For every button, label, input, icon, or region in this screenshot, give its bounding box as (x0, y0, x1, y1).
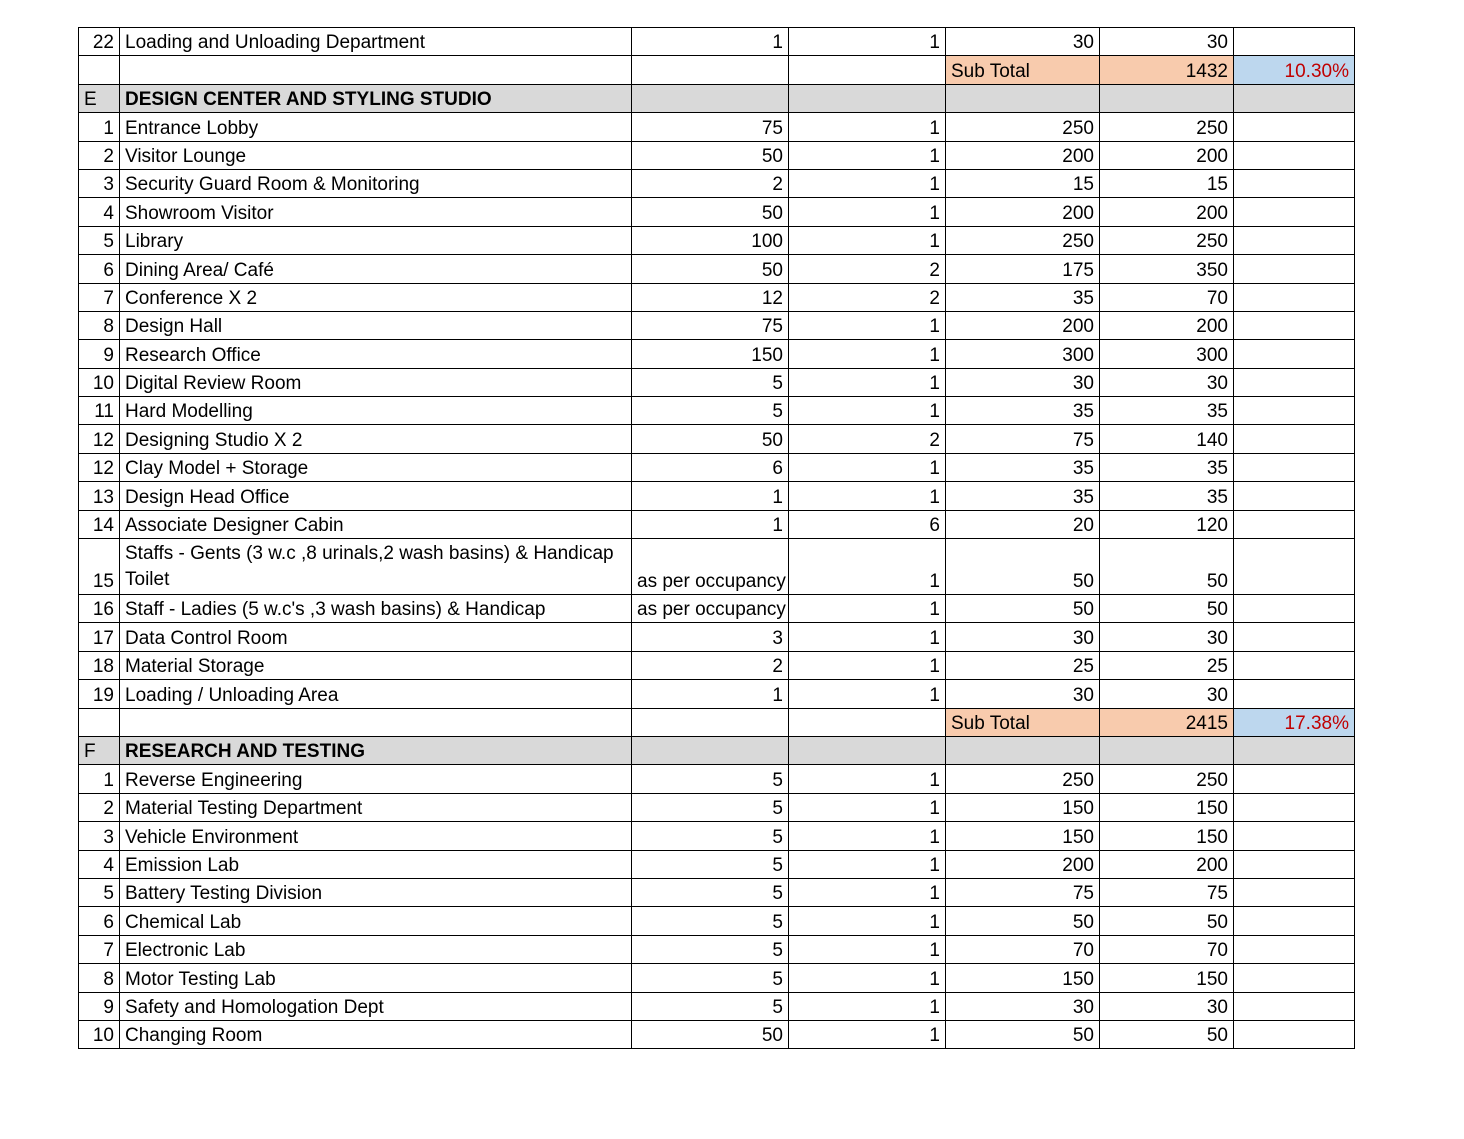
row-number-cell[interactable]: 19 (79, 680, 120, 708)
row-number-cell[interactable]: 5 (79, 878, 120, 906)
occupancy-cell[interactable]: 5 (632, 368, 789, 396)
subtotal-row (79, 56, 1355, 84)
subtotal-row (79, 708, 1355, 736)
occupancy-cell[interactable]: 150 (632, 340, 789, 368)
space-name-cell[interactable]: Visitor Lounge (120, 141, 632, 169)
row-number-cell[interactable]: 16 (79, 595, 120, 623)
empty-cell[interactable] (1234, 283, 1355, 311)
space-name-cell[interactable]: Chemical Lab (120, 907, 632, 935)
unit-area-cell[interactable]: 30 (946, 28, 1100, 56)
row-number-cell[interactable]: 9 (79, 992, 120, 1020)
row-number-cell[interactable]: 13 (79, 482, 120, 510)
unit-area-cell[interactable]: 30 (946, 992, 1100, 1020)
empty-cell[interactable] (632, 736, 789, 764)
space-name-cell[interactable]: Security Guard Room & Monitoring (120, 169, 632, 197)
row-number-cell[interactable]: 6 (79, 255, 120, 283)
empty-cell[interactable] (1234, 453, 1355, 481)
empty-cell[interactable] (1234, 651, 1355, 679)
section-title-cell[interactable]: DESIGN CENTER AND STYLING STUDIO (120, 84, 632, 112)
unit-area-cell[interactable]: 30 (946, 623, 1100, 651)
occupancy-cell[interactable]: 1 (632, 680, 789, 708)
empty-cell[interactable] (1234, 198, 1355, 226)
space-name-cell[interactable]: Showroom Visitor (120, 198, 632, 226)
quantity-cell[interactable]: 1 (789, 793, 946, 821)
empty-cell[interactable] (1234, 992, 1355, 1020)
unit-area-cell[interactable]: 30 (946, 680, 1100, 708)
row-number-cell[interactable]: 22 (79, 28, 120, 56)
space-name-cell[interactable]: Battery Testing Division (120, 878, 632, 906)
row-number-cell[interactable]: 4 (79, 850, 120, 878)
occupancy-cell[interactable]: 50 (632, 141, 789, 169)
unit-area-cell[interactable]: 35 (946, 453, 1100, 481)
total-area-cell[interactable]: 75 (1100, 878, 1234, 906)
row-number-cell[interactable]: 14 (79, 510, 120, 538)
total-area-cell[interactable]: 25 (1100, 651, 1234, 679)
row-number-cell[interactable]: 1 (79, 765, 120, 793)
total-area-cell[interactable]: 35 (1100, 482, 1234, 510)
total-area-cell[interactable]: 35 (1100, 453, 1234, 481)
empty-cell[interactable] (1234, 736, 1355, 764)
table-row (79, 113, 1355, 141)
occupancy-cell[interactable]: 5 (632, 878, 789, 906)
total-area-cell[interactable]: 30 (1100, 623, 1234, 651)
total-area-cell[interactable]: 200 (1100, 311, 1234, 339)
table-row (79, 595, 1355, 623)
area-schedule-table (78, 27, 1355, 1049)
quantity-cell[interactable]: 1 (789, 198, 946, 226)
unit-area-cell[interactable]: 20 (946, 510, 1100, 538)
space-name-cell[interactable]: Research Office (120, 340, 632, 368)
unit-area-cell[interactable]: 25 (946, 651, 1100, 679)
quantity-cell[interactable]: 1 (789, 397, 946, 425)
total-area-cell[interactable]: 150 (1100, 822, 1234, 850)
empty-cell[interactable] (789, 84, 946, 112)
empty-cell[interactable] (1234, 623, 1355, 651)
space-name-cell[interactable]: Entrance Lobby (120, 113, 632, 141)
section-header-row (79, 84, 1355, 112)
occupancy-cell[interactable]: 5 (632, 935, 789, 963)
empty-cell[interactable] (1234, 510, 1355, 538)
unit-area-cell[interactable]: 50 (946, 539, 1100, 595)
unit-area-cell[interactable]: 200 (946, 198, 1100, 226)
space-name-cell[interactable]: Conference X 2 (120, 283, 632, 311)
table-row (79, 623, 1355, 651)
occupancy-cell[interactable]: 75 (632, 113, 789, 141)
quantity-cell[interactable]: 1 (789, 368, 946, 396)
table-row (79, 907, 1355, 935)
empty-cell[interactable] (120, 56, 632, 84)
unit-area-cell[interactable]: 15 (946, 169, 1100, 197)
unit-area-cell[interactable]: 150 (946, 964, 1100, 992)
empty-cell[interactable] (1234, 311, 1355, 339)
total-area-cell[interactable]: 50 (1100, 1020, 1234, 1048)
table-row (79, 510, 1355, 538)
quantity-cell[interactable]: 1 (789, 935, 946, 963)
total-area-cell[interactable]: 30 (1100, 680, 1234, 708)
unit-area-cell[interactable]: 175 (946, 255, 1100, 283)
occupancy-cell[interactable]: 5 (632, 964, 789, 992)
table-row (79, 453, 1355, 481)
unit-area-cell[interactable]: 150 (946, 793, 1100, 821)
total-area-cell[interactable]: 15 (1100, 169, 1234, 197)
row-number-cell[interactable]: 15 (79, 539, 120, 595)
empty-cell[interactable] (1234, 878, 1355, 906)
space-name-cell[interactable]: Associate Designer Cabin (120, 510, 632, 538)
space-name-cell[interactable]: Library (120, 226, 632, 254)
empty-cell[interactable] (789, 736, 946, 764)
empty-cell[interactable] (946, 84, 1100, 112)
total-area-cell[interactable]: 70 (1100, 935, 1234, 963)
table-row (79, 397, 1355, 425)
space-name-cell[interactable]: Material Storage (120, 651, 632, 679)
unit-area-cell[interactable]: 150 (946, 822, 1100, 850)
total-area-cell[interactable]: 70 (1100, 283, 1234, 311)
quantity-cell[interactable]: 6 (789, 510, 946, 538)
table-row (79, 793, 1355, 821)
occupancy-cell[interactable]: 5 (632, 765, 789, 793)
empty-cell[interactable] (1234, 255, 1355, 283)
empty-cell[interactable] (1100, 736, 1234, 764)
table-row (79, 935, 1355, 963)
subtotal-label-cell[interactable]: Sub Total (946, 56, 1100, 84)
empty-cell[interactable] (1234, 935, 1355, 963)
occupancy-cell[interactable]: 6 (632, 453, 789, 481)
quantity-cell[interactable]: 1 (789, 539, 946, 595)
row-number-cell[interactable]: 9 (79, 340, 120, 368)
unit-area-cell[interactable]: 250 (946, 113, 1100, 141)
total-area-cell[interactable]: 50 (1100, 595, 1234, 623)
space-name-cell[interactable]: Staff - Ladies (5 w.c's ,3 wash basins) & Handicap (120, 595, 632, 623)
empty-cell[interactable] (120, 708, 632, 736)
quantity-cell[interactable]: 1 (789, 141, 946, 169)
space-name-cell[interactable]: Reverse Engineering (120, 765, 632, 793)
occupancy-cell[interactable]: 2 (632, 651, 789, 679)
total-area-cell[interactable]: 50 (1100, 539, 1234, 595)
occupancy-cell[interactable]: 1 (632, 510, 789, 538)
row-number-cell[interactable]: 8 (79, 964, 120, 992)
total-area-cell[interactable]: 250 (1100, 226, 1234, 254)
quantity-cell[interactable]: 1 (789, 340, 946, 368)
space-name-cell[interactable]: Staffs - Gents (3 w.c ,8 urinals,2 wash basins) & Handicap Toilet (120, 539, 632, 595)
table-row (79, 226, 1355, 254)
occupancy-cell[interactable]: 100 (632, 226, 789, 254)
empty-cell[interactable] (1234, 680, 1355, 708)
quantity-cell[interactable]: 2 (789, 283, 946, 311)
quantity-cell[interactable]: 1 (789, 28, 946, 56)
table-row (79, 340, 1355, 368)
space-name-cell[interactable]: Digital Review Room (120, 368, 632, 396)
quantity-cell[interactable]: 2 (789, 255, 946, 283)
unit-area-cell[interactable]: 50 (946, 595, 1100, 623)
table-row (79, 198, 1355, 226)
space-name-cell[interactable]: Design Hall (120, 311, 632, 339)
space-name-cell[interactable]: Designing Studio X 2 (120, 425, 632, 453)
quantity-cell[interactable]: 1 (789, 311, 946, 339)
table-row (79, 311, 1355, 339)
total-area-cell[interactable]: 300 (1100, 340, 1234, 368)
unit-area-cell[interactable]: 50 (946, 1020, 1100, 1048)
total-area-cell[interactable]: 30 (1100, 992, 1234, 1020)
table-row (79, 651, 1355, 679)
row-number-cell[interactable]: 2 (79, 793, 120, 821)
occupancy-cell[interactable]: 2 (632, 169, 789, 197)
unit-area-cell[interactable]: 75 (946, 425, 1100, 453)
quantity-cell[interactable]: 1 (789, 680, 946, 708)
row-number-cell[interactable]: 5 (79, 226, 120, 254)
table-row (79, 255, 1355, 283)
empty-cell[interactable] (1234, 340, 1355, 368)
empty-cell[interactable] (1234, 964, 1355, 992)
table-row (79, 28, 1355, 56)
row-number-cell[interactable]: 10 (79, 368, 120, 396)
quantity-cell[interactable]: 1 (789, 113, 946, 141)
unit-area-cell[interactable]: 35 (946, 482, 1100, 510)
empty-cell[interactable] (789, 708, 946, 736)
total-area-cell[interactable]: 200 (1100, 850, 1234, 878)
quantity-cell[interactable]: 1 (789, 453, 946, 481)
empty-cell[interactable] (789, 56, 946, 84)
table-row (79, 964, 1355, 992)
table-row (79, 680, 1355, 708)
occupancy-cell[interactable]: 5 (632, 793, 789, 821)
total-area-cell[interactable]: 350 (1100, 255, 1234, 283)
unit-area-cell[interactable]: 250 (946, 765, 1100, 793)
quantity-cell[interactable]: 1 (789, 878, 946, 906)
empty-cell[interactable] (1234, 850, 1355, 878)
empty-cell[interactable] (1234, 482, 1355, 510)
quantity-cell[interactable]: 1 (789, 850, 946, 878)
empty-cell[interactable] (1234, 539, 1355, 595)
section-title-cell[interactable]: RESEARCH AND TESTING (120, 736, 632, 764)
table-row (79, 283, 1355, 311)
space-name-cell[interactable]: Safety and Homologation Dept (120, 992, 632, 1020)
row-number-cell[interactable]: 3 (79, 169, 120, 197)
quantity-cell[interactable]: 1 (789, 992, 946, 1020)
empty-cell[interactable] (632, 84, 789, 112)
quantity-cell[interactable]: 1 (789, 482, 946, 510)
occupancy-cell[interactable]: 50 (632, 255, 789, 283)
table-row (79, 992, 1355, 1020)
occupancy-cell[interactable]: 50 (632, 425, 789, 453)
empty-cell[interactable] (1234, 28, 1355, 56)
empty-cell[interactable] (632, 56, 789, 84)
table-row (79, 765, 1355, 793)
unit-area-cell[interactable]: 35 (946, 283, 1100, 311)
occupancy-cell[interactable]: 12 (632, 283, 789, 311)
quantity-cell[interactable]: 1 (789, 964, 946, 992)
total-area-cell[interactable]: 250 (1100, 113, 1234, 141)
occupancy-cell[interactable]: 3 (632, 623, 789, 651)
row-number-cell[interactable]: 7 (79, 935, 120, 963)
subtotal-value-cell[interactable]: 1432 (1100, 56, 1234, 84)
section-code-cell[interactable]: E (79, 84, 120, 112)
row-number-cell[interactable]: 12 (79, 453, 120, 481)
unit-area-cell[interactable]: 30 (946, 368, 1100, 396)
quantity-cell[interactable]: 1 (789, 595, 946, 623)
occupancy-cell[interactable]: 50 (632, 198, 789, 226)
empty-cell[interactable] (1234, 84, 1355, 112)
subtotal-percent-cell[interactable]: 10.30% (1234, 56, 1355, 84)
row-number-cell[interactable]: 3 (79, 822, 120, 850)
occupancy-cell[interactable]: 5 (632, 822, 789, 850)
empty-cell[interactable] (1234, 907, 1355, 935)
unit-area-cell[interactable]: 50 (946, 907, 1100, 935)
space-name-cell[interactable]: Motor Testing Lab (120, 964, 632, 992)
unit-area-cell[interactable]: 35 (946, 397, 1100, 425)
space-name-cell[interactable]: Loading and Unloading Department (120, 28, 632, 56)
empty-cell[interactable] (1234, 595, 1355, 623)
section-code-cell[interactable]: F (79, 736, 120, 764)
space-name-cell[interactable]: Data Control Room (120, 623, 632, 651)
table-row (79, 539, 1355, 595)
space-name-cell[interactable]: Material Testing Department (120, 793, 632, 821)
occupancy-cell[interactable]: as per occupancy (632, 539, 789, 595)
row-number-cell[interactable]: 8 (79, 311, 120, 339)
empty-cell[interactable] (1234, 1020, 1355, 1048)
quantity-cell[interactable]: 1 (789, 907, 946, 935)
unit-area-cell[interactable]: 70 (946, 935, 1100, 963)
row-number-cell[interactable]: 17 (79, 623, 120, 651)
total-area-cell[interactable]: 200 (1100, 198, 1234, 226)
empty-cell[interactable] (1234, 113, 1355, 141)
unit-area-cell[interactable]: 75 (946, 878, 1100, 906)
space-name-cell[interactable]: Vehicle Environment (120, 822, 632, 850)
row-number-cell[interactable]: 2 (79, 141, 120, 169)
table-row (79, 141, 1355, 169)
table-row (79, 425, 1355, 453)
occupancy-cell[interactable]: 1 (632, 482, 789, 510)
occupancy-cell[interactable]: 5 (632, 907, 789, 935)
total-area-cell[interactable]: 150 (1100, 793, 1234, 821)
unit-area-cell[interactable]: 300 (946, 340, 1100, 368)
row-number-cell[interactable]: 11 (79, 397, 120, 425)
total-area-cell[interactable]: 30 (1100, 368, 1234, 396)
table-row (79, 850, 1355, 878)
total-area-cell[interactable]: 35 (1100, 397, 1234, 425)
unit-area-cell[interactable]: 200 (946, 850, 1100, 878)
empty-cell[interactable] (1234, 765, 1355, 793)
total-area-cell[interactable]: 50 (1100, 907, 1234, 935)
empty-cell[interactable] (1234, 425, 1355, 453)
quantity-cell[interactable]: 1 (789, 651, 946, 679)
empty-cell[interactable] (1234, 368, 1355, 396)
unit-area-cell[interactable]: 250 (946, 226, 1100, 254)
empty-cell[interactable] (1234, 169, 1355, 197)
space-name-cell[interactable]: Electronic Lab (120, 935, 632, 963)
empty-cell[interactable] (1234, 397, 1355, 425)
table-body (79, 28, 1355, 1049)
quantity-cell[interactable]: 1 (789, 822, 946, 850)
empty-cell[interactable] (946, 736, 1100, 764)
row-number-cell[interactable]: 12 (79, 425, 120, 453)
occupancy-cell[interactable]: 5 (632, 992, 789, 1020)
space-name-cell[interactable]: Loading / Unloading Area (120, 680, 632, 708)
space-name-cell[interactable]: Hard Modelling (120, 397, 632, 425)
subtotal-percent-cell[interactable]: 17.38% (1234, 708, 1355, 736)
empty-cell[interactable] (1234, 793, 1355, 821)
quantity-cell[interactable]: 2 (789, 425, 946, 453)
total-area-cell[interactable]: 30 (1100, 28, 1234, 56)
total-area-cell[interactable]: 200 (1100, 141, 1234, 169)
occupancy-cell[interactable]: 1 (632, 28, 789, 56)
occupancy-cell[interactable]: 50 (632, 1020, 789, 1048)
table-row (79, 1020, 1355, 1048)
unit-area-cell[interactable]: 200 (946, 141, 1100, 169)
empty-cell[interactable] (1100, 84, 1234, 112)
table-row (79, 878, 1355, 906)
total-area-cell[interactable]: 140 (1100, 425, 1234, 453)
space-name-cell[interactable]: Changing Room (120, 1020, 632, 1048)
quantity-cell[interactable]: 1 (789, 169, 946, 197)
row-number-cell[interactable]: 4 (79, 198, 120, 226)
occupancy-cell[interactable]: 75 (632, 311, 789, 339)
empty-cell[interactable] (79, 708, 120, 736)
table-row (79, 822, 1355, 850)
row-number-cell[interactable]: 7 (79, 283, 120, 311)
empty-cell[interactable] (1234, 141, 1355, 169)
empty-cell[interactable] (1234, 226, 1355, 254)
row-number-cell[interactable]: 6 (79, 907, 120, 935)
total-area-cell[interactable]: 120 (1100, 510, 1234, 538)
section-header-row (79, 736, 1355, 764)
table-row (79, 368, 1355, 396)
row-number-cell[interactable]: 1 (79, 113, 120, 141)
table-row (79, 169, 1355, 197)
occupancy-cell[interactable]: as per occupancy (632, 595, 789, 623)
quantity-cell[interactable]: 1 (789, 1020, 946, 1048)
total-area-cell[interactable]: 250 (1100, 765, 1234, 793)
occupancy-cell[interactable]: 5 (632, 397, 789, 425)
quantity-cell[interactable]: 1 (789, 226, 946, 254)
space-name-cell[interactable]: Clay Model + Storage (120, 453, 632, 481)
empty-cell[interactable] (632, 708, 789, 736)
subtotal-value-cell[interactable]: 2415 (1100, 708, 1234, 736)
table-row (79, 482, 1355, 510)
quantity-cell[interactable]: 1 (789, 765, 946, 793)
row-number-cell[interactable]: 10 (79, 1020, 120, 1048)
space-name-cell[interactable]: Dining Area/ Café (120, 255, 632, 283)
subtotal-label-cell[interactable]: Sub Total (946, 708, 1100, 736)
empty-cell[interactable] (1234, 822, 1355, 850)
total-area-cell[interactable]: 150 (1100, 964, 1234, 992)
row-number-cell[interactable]: 18 (79, 651, 120, 679)
unit-area-cell[interactable]: 200 (946, 311, 1100, 339)
empty-cell[interactable] (79, 56, 120, 84)
space-name-cell[interactable]: Emission Lab (120, 850, 632, 878)
occupancy-cell[interactable]: 5 (632, 850, 789, 878)
space-name-cell[interactable]: Design Head Office (120, 482, 632, 510)
quantity-cell[interactable]: 1 (789, 623, 946, 651)
